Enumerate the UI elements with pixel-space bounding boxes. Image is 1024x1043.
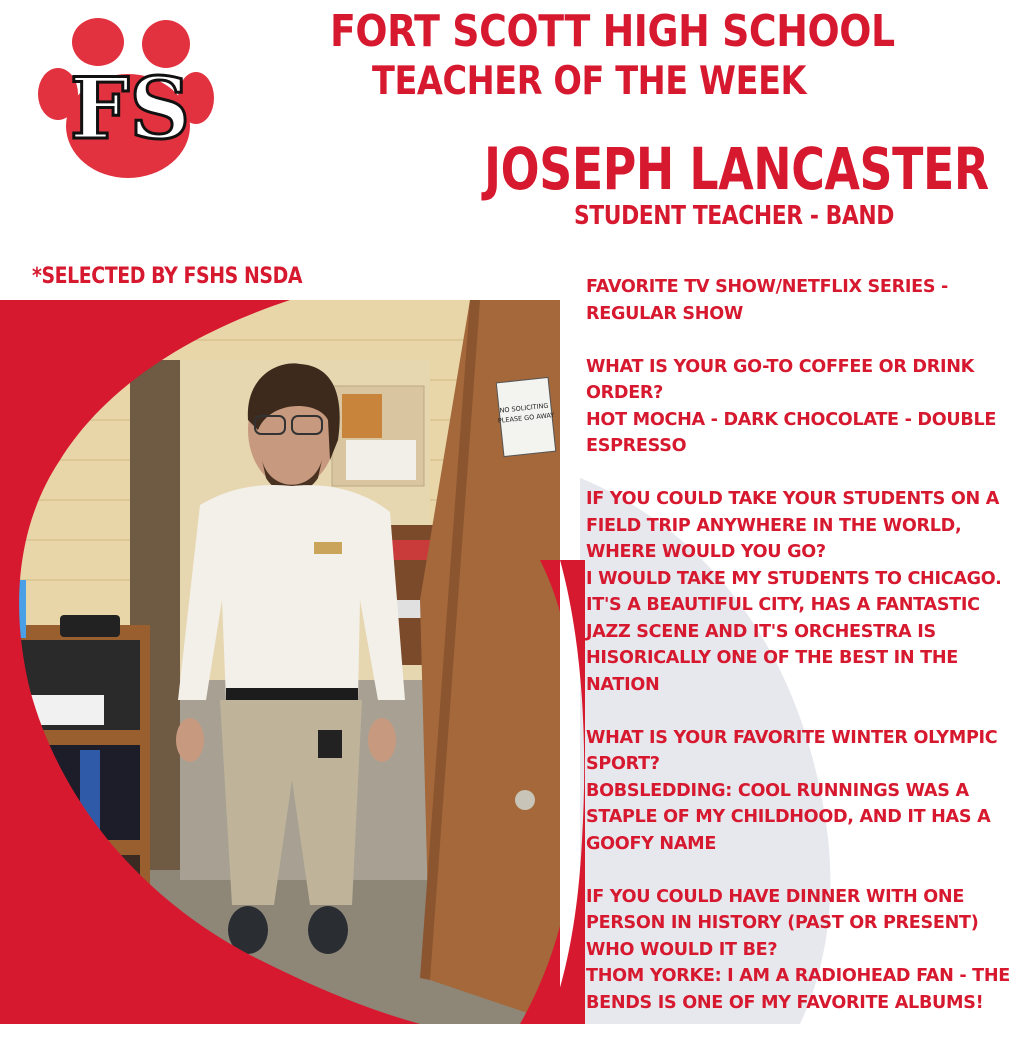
logo-letters: FS	[69, 59, 191, 158]
question: IF YOU COULD TAKE YOUR STUDENTS ON A FIELD TRIP ANYWHERE IN THE WORLD, WHERE WOULD YOU GO?	[586, 489, 1000, 562]
qa-item	[586, 486, 1024, 698]
question: FAVORITE TV SHOW/NETFLIX SERIES -	[586, 277, 949, 297]
teacher-name: JOSEPH LANCASTER	[484, 135, 989, 203]
school-title: FORT SCOTT HIGH SCHOOL	[330, 6, 895, 57]
selected-by-note: *SELECTED BY FSHS NSDA	[32, 264, 303, 289]
qa-item	[586, 354, 1024, 460]
answer: THOM YORKE: I AM A RADIOHEAD FAN - THE BENDS IS ONE OF MY FAVORITE ALBUMS!	[586, 966, 1011, 1013]
teacher-of-week-title: TEACHER OF THE WEEK	[372, 59, 807, 104]
answer: REGULAR SHOW	[586, 303, 743, 324]
answer: HOT MOCHA - DARK CHOCOLATE - DOUBLE ESPRESSO	[586, 409, 997, 456]
teacher-role: STUDENT TEACHER - BAND	[574, 201, 894, 231]
question: WHAT IS YOUR GO-TO COFFEE OR DRINK ORDER?	[586, 356, 974, 403]
paw-logo	[36, 10, 216, 180]
qa-item	[586, 274, 1024, 327]
question: WHAT IS YOUR FAVORITE WINTER OLYMPIC SPORT?	[586, 727, 998, 774]
qa-item	[586, 725, 1024, 858]
question: IF YOU COULD HAVE DINNER WITH ONE PERSON IN HISTORY (PAST OR PRESENT) WHO WOULD IT BE?	[586, 886, 979, 960]
answer: I WOULD TAKE MY STUDENTS TO CHICAGO. IT'S A BEAUTIFUL CITY, HAS A FANTASTIC JAZZ SCENE AND IT'S ORCHESTRA IS HISORICALLY ONE OF THE BEST IN THE NATION	[586, 568, 1002, 695]
answer: BOBSLEDDING: COOL RUNNINGS WAS A STAPLE OF MY CHILDHOOD, AND IT HAS A GOOFY NAME	[586, 780, 991, 854]
door-sign-text: NO SOLICITING PLEASE GO AWAY	[497, 401, 555, 425]
qa-item	[586, 884, 1024, 1017]
qa-list	[586, 274, 1024, 1043]
